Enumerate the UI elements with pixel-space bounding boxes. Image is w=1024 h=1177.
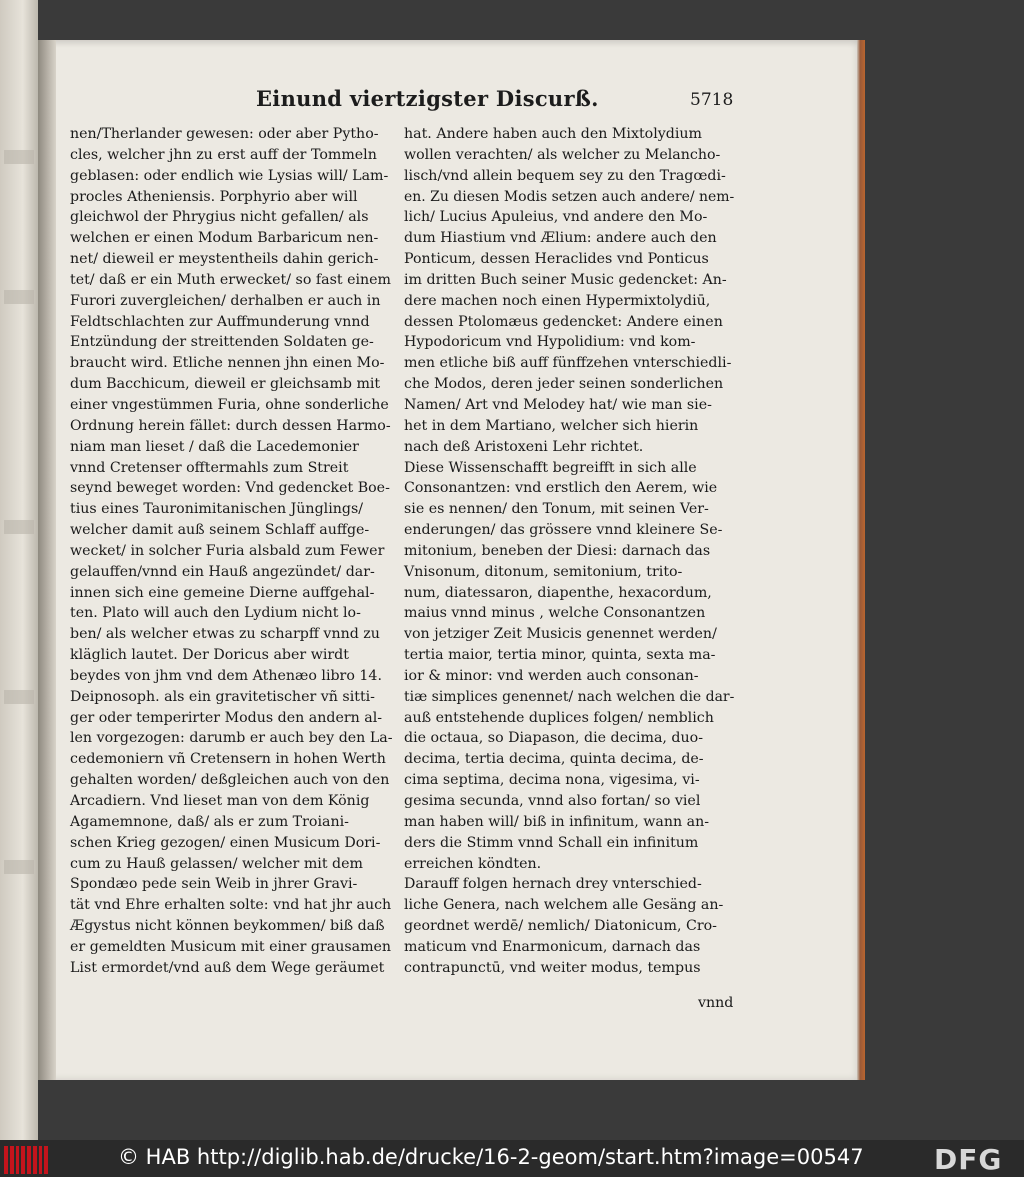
hab-logo-icon xyxy=(4,1146,48,1174)
text-line: tet/ daß er ein Muth erwecket/ so fast einem xyxy=(70,271,391,288)
text-line: lich/ Lucius Apuleius, vnd andere den Mo- xyxy=(404,209,708,226)
bleed-through-mark xyxy=(4,290,34,304)
right-text-column xyxy=(404,124,734,979)
text-line: decima, tertia decima, quinta decima, de- xyxy=(404,751,704,768)
left-text-column xyxy=(70,124,400,979)
text-line: nen/Therlander gewesen: oder aber Pytho- xyxy=(70,126,379,142)
text-line: ders die Stimm vnnd Schall ein infinitum xyxy=(404,834,699,851)
text-line: man haben will/ biß in infinitum, wann an- xyxy=(404,813,710,830)
text-line: einer vngestümmen Furia, ohne sonderliche xyxy=(70,396,389,413)
text-line: erreichen köndten. xyxy=(404,855,542,872)
text-line: tius eines Tauronimitanischen Jünglings/ xyxy=(70,501,364,518)
text-line: en. Zu diesen Modis setzen auch andere/ nem- xyxy=(404,188,735,205)
bleed-through-mark xyxy=(4,860,34,874)
previous-page-edge xyxy=(0,0,38,1140)
text-line: welcher damit auß seinem Schlaff auffge- xyxy=(70,522,370,539)
text-line: hat. Andere haben auch den Mixtolydium xyxy=(404,126,702,142)
text-line: cles, welcher jhn zu erst auff der Tommeln xyxy=(70,146,377,163)
text-line: cima septima, decima nona, vigesima, vi- xyxy=(404,772,700,789)
text-line: len vorgezogen: darumb er auch bey den La- xyxy=(70,730,393,747)
text-line: Namen/ Art vnd Melodey hat/ wie man sie- xyxy=(404,396,712,413)
text-line: che Modos, deren jeder seinen sonderlichen xyxy=(404,376,724,393)
dfg-logo: DFG xyxy=(934,1143,1003,1176)
text-line: cedemoniern vñ Cretensern in hohen Werth xyxy=(70,751,386,768)
text-line: List ermordet/vnd auß dem Wege geräumet xyxy=(70,959,385,976)
text-line: im dritten Buch seiner Music gedencket: An- xyxy=(404,271,727,288)
catchword: vnnd xyxy=(698,995,734,1011)
footer-copyright-url[interactable]: © HAB http://diglib.hab.de/drucke/16-2-geom/start.htm?image=00547 xyxy=(118,1145,864,1169)
text-line: beydes von jhm vnd dem Athenæo libro 14. xyxy=(70,667,382,684)
text-line: vnnd Cretenser offtermahls zum Streit xyxy=(70,459,349,476)
text-line: tiæ simplices genennet/ nach welchen die dar- xyxy=(404,688,735,705)
text-line: Agamemnone, daß/ als er zum Troiani- xyxy=(70,813,349,830)
text-line: procles Atheniensis. Porphyrio aber will xyxy=(70,188,358,205)
text-line: nach deß Aristoxeni Lehr richtet. xyxy=(404,438,644,455)
text-line: gleichwol der Phrygius nicht gefallen/ als xyxy=(70,209,369,226)
bleed-through-mark xyxy=(4,520,34,534)
page-edge xyxy=(857,40,865,1080)
page-gutter-shadow xyxy=(38,40,56,1080)
text-line: maius vnnd minus , welche Consonantzen xyxy=(404,605,706,622)
text-line: gelauffen/vnnd ein Hauß angezündet/ dar- xyxy=(70,563,375,580)
text-line: ger oder temperirter Modus den andern al- xyxy=(70,709,383,726)
text-line: num, diatessaron, diapenthe, hexacordum, xyxy=(404,584,712,601)
text-line: sie es nennen/ den Tonum, mit seinen Ver- xyxy=(404,501,709,518)
text-line: gesima secunda, vnnd also fortan/ so viel xyxy=(404,793,701,809)
page-number: 5718 xyxy=(690,90,734,110)
text-line: dere machen noch einen Hypermixtolydiū, xyxy=(404,292,711,309)
running-head: Einund viertzigster Discurß. xyxy=(256,86,599,111)
text-line: enderungen/ das grössere vnnd kleinere Se- xyxy=(404,522,723,539)
text-line: welchen er einen Modum Barbaricum nen- xyxy=(70,230,379,247)
text-line: net/ dieweil er meystentheils dahin gerich- xyxy=(70,251,379,268)
text-line: cum zu Hauß gelassen/ welcher mit dem xyxy=(70,855,363,872)
text-line: het in dem Martiano, welcher sich hierin xyxy=(404,417,699,434)
text-line: wecket/ in solcher Furia alsbald zum Fewer xyxy=(70,542,385,559)
text-line: auß entstehende duplices folgen/ nemblich xyxy=(404,709,714,726)
text-line: wollen verachten/ als welcher zu Melancho- xyxy=(404,146,721,163)
text-line: Arcadiern. Vnd lieset man von dem König xyxy=(70,793,370,809)
text-line: dum Hiastium vnd Ælium: andere auch den xyxy=(404,230,717,247)
footer-bar xyxy=(0,1140,1024,1177)
text-line: contrapunctū, vnd weiter modus, tempus xyxy=(404,959,701,976)
text-line: Furori zuvergleichen/ derhalben er auch in xyxy=(70,292,381,309)
text-line: braucht wird. Etliche nennen jhn einen Mo- xyxy=(70,355,385,372)
text-line: tät vnd Ehre erhalten solte: vnd hat jhr auch xyxy=(70,897,392,914)
text-line: Diese Wissenschafft begreifft in sich alle xyxy=(404,459,697,476)
text-line: Hypodoricum vnd Hypolidium: vnd kom- xyxy=(404,334,696,351)
text-line: Deipnosoph. als ein gravitetischer vñ sitti- xyxy=(70,688,375,705)
text-line: ben/ als welcher etwas zu scharpff vnnd zu xyxy=(70,626,380,643)
text-line: von jetziger Zeit Musicis genennet werden/ xyxy=(404,626,717,643)
text-line: dessen Ptolomæus gedencket: Andere einen xyxy=(404,313,723,330)
text-line: er gemeldten Musicum mit einer grausamen xyxy=(70,938,392,955)
text-line: kläglich lautet. Der Doricus aber wirdt xyxy=(70,647,349,664)
text-line: seynd beweget worden: Vnd gedencket Boe- xyxy=(70,480,390,497)
text-line: die octaua, so Diapason, die decima, duo- xyxy=(404,730,703,747)
text-line: Entzündung der streittenden Soldaten ge- xyxy=(70,334,374,351)
text-line: lisch/vnd allein bequem sey zu den Tragœdi- xyxy=(404,167,726,184)
text-line: schen Krieg gezogen/ einen Musicum Dori- xyxy=(70,834,381,851)
text-line: mitonium, beneben der Diesi: darnach das xyxy=(404,542,711,559)
text-line: niam man lieset / daß die Lacedemonier xyxy=(70,438,359,455)
text-line: liche Genera, nach welchem alle Gesäng an- xyxy=(404,897,724,914)
text-line: Ægystus nicht können beykommen/ biß daß xyxy=(70,918,385,935)
bleed-through-mark xyxy=(4,690,34,704)
bleed-through-mark xyxy=(4,150,34,164)
text-line: geblasen: oder endlich wie Lysias will/ Lam- xyxy=(70,167,389,184)
text-line: innen sich eine gemeine Dierne auffgehal- xyxy=(70,584,375,601)
text-line: men etliche biß auff fünffzehen vnterschiedli- xyxy=(404,355,732,372)
text-line: dum Bacchicum, dieweil er gleichsamb mit xyxy=(70,376,381,393)
text-line: Spondæo pede sein Weib in jhrer Gravi- xyxy=(70,876,358,893)
text-line: Ponticum, dessen Heraclides vnd Ponticus xyxy=(404,251,709,268)
text-line: Feldtschlachten zur Auffmunderung vnnd xyxy=(70,313,370,330)
text-line: tertia maior, tertia minor, quinta, sexta ma- xyxy=(404,647,716,664)
text-line: geordnet werdē/ nemlich/ Diatonicum, Cro- xyxy=(404,918,717,935)
text-line: Ordnung herein fället: durch dessen Harmo- xyxy=(70,417,391,434)
text-line: Vnisonum, ditonum, semitonium, trito- xyxy=(404,563,683,580)
text-line: maticum vnd Enarmonicum, darnach das xyxy=(404,938,701,955)
text-line: ior & minor: vnd werden auch consonan- xyxy=(404,667,699,684)
text-line: Darauff folgen hernach drey vnterschied- xyxy=(404,876,702,893)
text-line: Consonantzen: vnd erstlich den Aerem, wie xyxy=(404,480,718,497)
text-line: ten. Plato will auch den Lydium nicht lo- xyxy=(70,605,361,622)
text-line: gehalten worden/ deßgleichen auch von den xyxy=(70,772,390,789)
